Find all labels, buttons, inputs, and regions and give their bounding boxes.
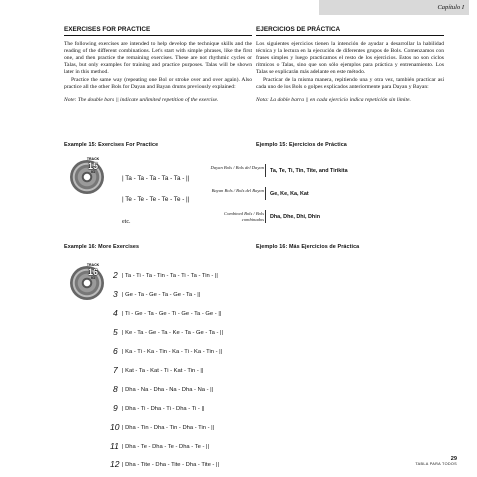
chapter-label: Capítulo I [437,4,464,11]
spanish-note: Nota: La doble barra || en cada ejercicio indica repetición sin límite. [256,96,411,103]
spanish-paragraph-2: Practicar de la misma manera, repitiendo una y otra vez, también practicar así cada uno de los Bols o golpes explicados anteriormente para Dayan y Bayan: [256,76,444,90]
example-15-line-2: | Te - Te - Te - Te - Te - || [122,196,190,203]
track-badge-16 [84,264,102,280]
exercise-number: 6 [113,346,118,356]
exercise-line: | Dha - Tite - Dha - Tite - Dha - Tite - || [122,462,219,468]
exercise-line: | Ti - Ge - Ta - Ge - Ti - Ge - Ta - Ge - || [122,311,222,317]
exercise-line: | Dha - Ti - Dha - Ti - Dha - Ti - || [122,406,205,412]
page-footer [415,456,457,466]
exercise-line: | Dha - Na - Dha - Na - Dha - Na - || [122,387,214,393]
example-15-line-1: | Ta - Ta - Ta - Ta - Ta - || [122,175,190,182]
example-15-title-en: Example 15: Exercises For Practice [64,142,159,148]
spanish-paragraph-1: Los siguientes ejercicios tienen la intención de ayudar a desarrollar la habilidad técnica y la lectura en la ejecución de diferentes grupos de Bols. Comenzamos con frases simples y luego practicamos el resto de los ejercicios. Estos no son ciclos rítmicos o Talas, sino que son sólo ejemplos para práctica y entrenamiento. Los Talas se explicarán más adelante en este método. [256,41,444,76]
bol-divider [265,210,266,223]
bol-label-dayan: Dayan Bols / Bols del Dayan [210,165,264,170]
exercise-number: 2 [113,270,118,280]
exercise-number: 7 [113,365,118,375]
exercise-number: 5 [113,327,118,337]
bol-value-combined: Dha, Dhe, Dhi, Dhin [270,214,321,220]
track-number: 15 [87,160,98,171]
chapter-tab [319,0,469,15]
exercise-number: 10 [110,422,120,432]
bol-label-combined: Combined Bols / Bols combinados [224,211,264,222]
example-15-ellipsis: etc. [122,219,131,225]
track-number: 16 [87,266,98,277]
bol-value-dayan: Ta, Te, Ti, Tin, Tite, and Tirikita [270,168,348,174]
spanish-column [256,26,444,104]
exercise-number: 11 [110,441,119,451]
exercise-line: | Ge - Ta - Ge - Ta - Ge - Ta - || [122,292,201,298]
bol-divider [265,164,266,177]
example-16-title-en: Example 16: More Exercises [64,244,140,250]
example-15-title-es: Ejemplo 15: Ejercicios de Práctica [256,142,347,148]
english-paragraph-2: Practice the same way (repeating one Bol or stroke over and over again). Also practice all the other Bols for Dayan and Bayan drums previously explained: [64,76,252,90]
english-paragraph-1: The following exercises are intended to help develop the technique skills and the reading of the different combinations. Let's start with simple phrases, like the first one, and then practice the remaining exercises. These are not rhythmic cycles or Talas, but only examples for training and practice purposes. Talas will be shown later in this method. [64,41,252,76]
bol-label-bayan: Bayan Bols / Bols del Bayan [211,188,264,193]
exercise-line: | Ke - Ta - Ge - Ta - Ke - Ta - Ge - Ta - || [122,330,224,336]
exercise-number: 4 [113,308,118,318]
bol-divider [265,187,266,200]
track-label: TRACK [86,263,100,267]
exercise-line: | Kat - Ta - Kat - Ti - Kat - Tin - || [122,368,204,374]
english-heading: EXERCISES FOR PRACTICE [64,26,252,36]
book-title: TABLA PARA TODOS [415,462,457,466]
exercise-number: 12 [110,459,120,469]
example-16-title-es: Ejemplo 16: Más Ejercicios de Práctica [256,244,360,250]
english-note: Note: The double bars || indicate unlimited repetition of the exercise. [64,96,219,103]
spanish-heading: EJERCICIOS DE PRÁCTICA [256,26,444,36]
track-label: TRACK [86,157,100,161]
bol-value-bayan: Ge, Ke, Ka, Kat [270,191,309,197]
exercise-line: | Ta - Ti - Ta - Tin - Ta - Ti - Ta - Tin - || [122,273,218,279]
english-column [64,26,252,104]
page-number: 29 [450,456,457,462]
exercise-line: | Dha - Te - Dha - Te - Dha - Te - || [122,444,209,450]
exercise-number: 3 [113,289,118,299]
track-sub: 01 [91,169,95,174]
exercise-line: | Dha - Tin - Dha - Tin - Dha - Tin - || [122,425,215,431]
track-badge-15 [84,158,102,174]
exercise-number: 9 [113,403,118,413]
exercise-number: 8 [113,384,118,394]
track-sub: 01 [91,275,95,280]
exercise-line: | Ka - Ti - Ka - Tin - Ka - Ti - Ka - Tin - || [122,349,223,355]
